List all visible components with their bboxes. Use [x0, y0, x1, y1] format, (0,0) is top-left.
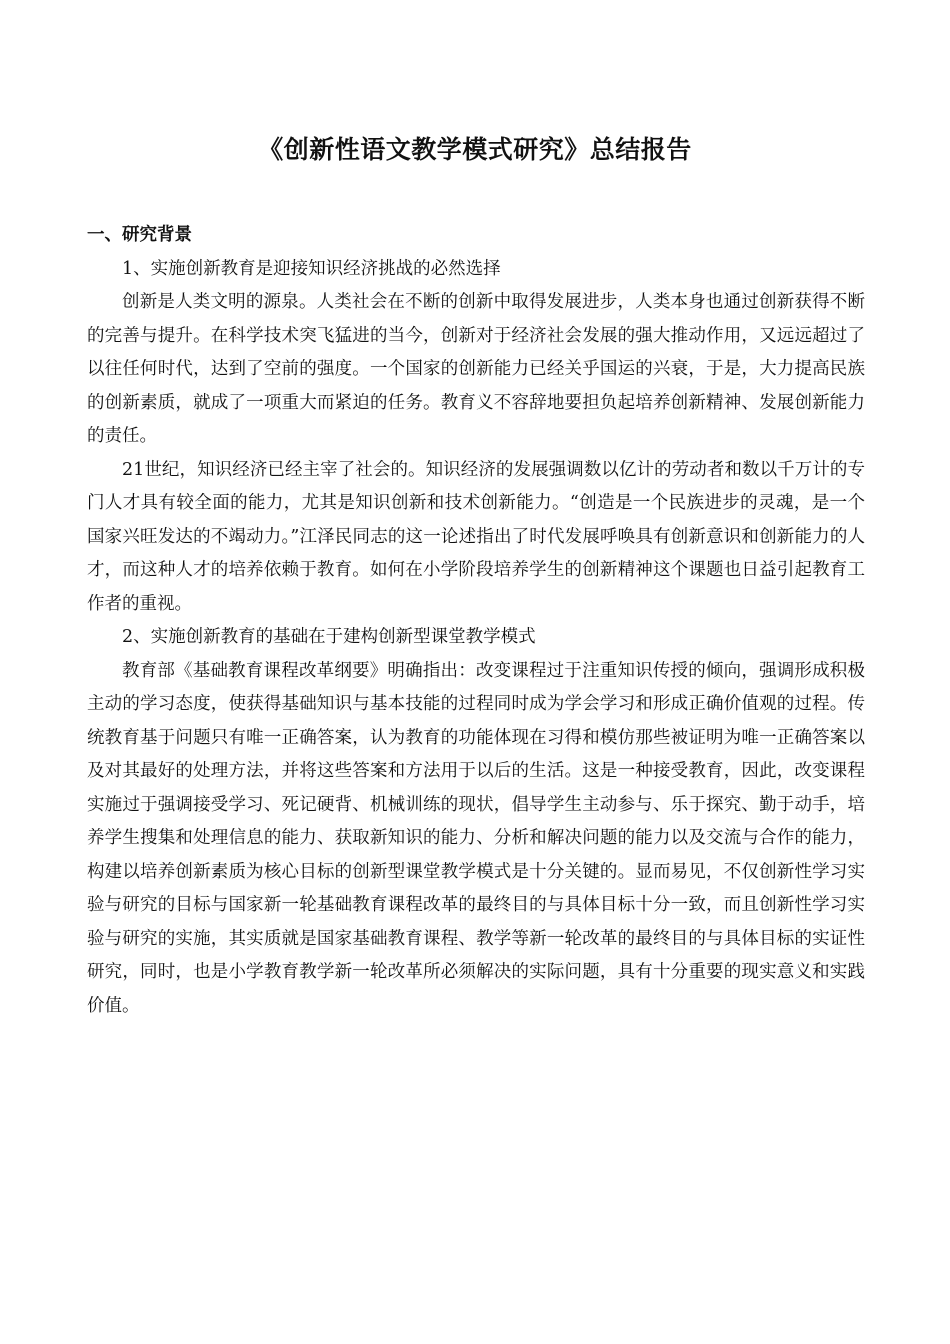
section-heading-research-background: 一、研究背景: [87, 225, 192, 245]
paragraph-curriculum-reform: 教育部《基础教育课程改革纲要》明确指出：改变课程过于注重知识传授的倾向，强调形成积极主动的学习态度，使获得基础知识与基本技能的过程同时成为学会学习和形成正确价值观的过程。传统教育基于问题只有唯一正确答案，认为教育的功能体现在习得和模仿那些被证明为唯一正确答案以及对其最好的处理方法，并将这些答案和方法用于以后的生活。这是一种接受教育，因此，改变课程实施过于强调接受学习、死记硬背、机械训练的现状，倡导学生主动参与、乐于探究、勤于动手，培养学生搜集和处理信息的能力、获取新知识的能力、分析和解决问题的能力以及交流与合作的能力，构建以培养创新素质为核心目标的创新型课堂教学模式是十分关键的。显而易见，不仅创新性学习实验与研究的目标与国家新一轮基础教育课程改革的最终目的与具体目标十分一致，而且创新性学习实验与研究的实施，其实质就是国家基础教育课程、教学等新一轮改革的最终目的与具体目标的实证性研究，同时，也是小学教育教学新一轮改革所必须解决的实际问题，具有十分重要的现实意义和实践价值。: [87, 660, 865, 1016]
paragraph-innovation-source: 创新是人类文明的源泉。人类社会在不断的创新中取得发展进步，人类本身也通过创新获得不断的完善与提升。在科学技术突飞猛进的当今，创新对于经济社会发展的强大推动作用，又远远超过了以往任何时代，达到了空前的强度。一个国家的创新能力已经关乎国运的兴衰，于是，大力提高民族的创新素质，就成了一项重大而紧迫的任务。教育义不容辞地要担负起培养创新精神、发展创新能力的责任。: [87, 292, 865, 446]
document-body: [87, 219, 865, 1023]
subheading-classroom-model: 2、实施创新教育的基础在于建构创新型课堂教学模式: [122, 627, 536, 647]
paragraph-knowledge-economy: 21世纪，知识经济已经主宰了社会的。知识经济的发展强调数以亿计的劳动者和数以千万计的专门人才具有较全面的能力，尤其是知识创新和技术创新能力。“创造是一个民族进步的灵魂，是一个国家兴旺发达的不竭动力。”江泽民同志的这一论述指出了时代发展呼唤具有创新意识和创新能力的人才，而这种人才的培养依赖于教育。如何在小学阶段培养学生的创新精神这个课题也日益引起教育工作者的重视。: [87, 459, 865, 614]
document-title: 《创新性语文教学模式研究》总结报告: [258, 135, 692, 164]
subheading-innovation-education-choice: 1、实施创新教育是迎接知识经济挑战的必然选择: [122, 258, 501, 279]
